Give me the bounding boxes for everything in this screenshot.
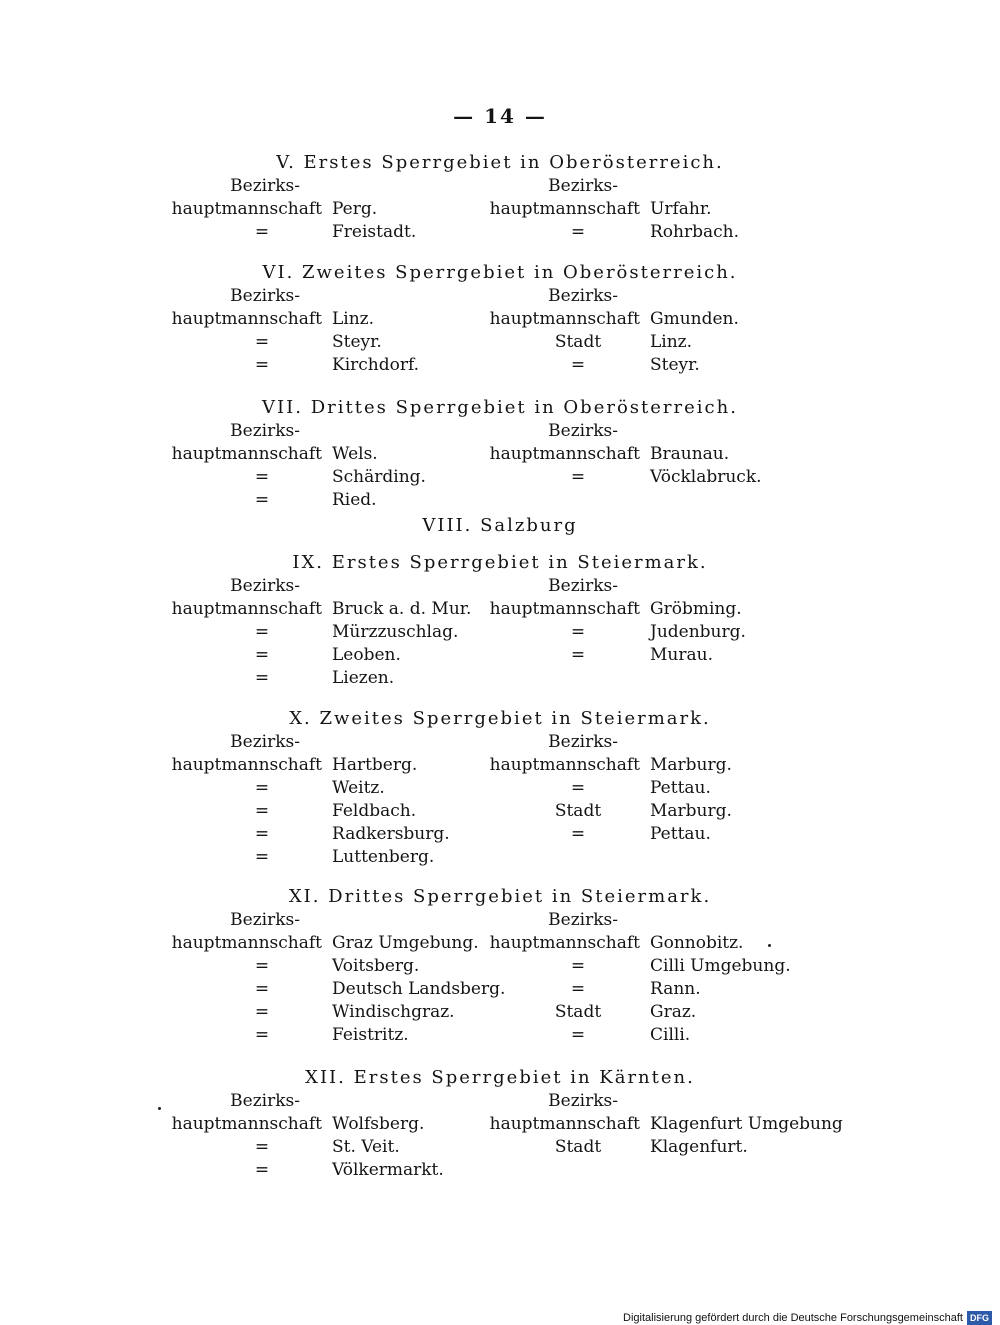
district-name: Steyr. <box>650 355 700 375</box>
ditto-mark: = <box>254 355 270 375</box>
district-name: Graz. <box>650 1002 697 1022</box>
district-name: Linz. <box>332 309 375 329</box>
stadt-label: Stadt <box>554 1137 602 1157</box>
ditto-mark: = <box>570 1025 586 1045</box>
ditto-mark: = <box>254 645 270 665</box>
district-name: Rann. <box>650 979 701 999</box>
hauptmannschaft-label: hauptmannschaft <box>489 599 640 619</box>
district-name: Radkersburg. <box>332 824 450 844</box>
district-name: Steyr. <box>332 332 382 352</box>
district-name: Luttenberg. <box>332 847 435 867</box>
district-name: Feldbach. <box>332 801 417 821</box>
district-name: Graz Umgebung. <box>332 933 479 953</box>
section-title: VIII. Salzburg <box>422 515 578 536</box>
district-name: Klagenfurt. <box>650 1137 748 1157</box>
dust-speck <box>768 944 771 947</box>
district-name: Linz. <box>650 332 693 352</box>
bezirks-label: Bezirks- <box>230 910 300 930</box>
bezirks-label: Bezirks- <box>548 176 618 196</box>
district-name: Windischgraz. <box>332 1002 455 1022</box>
section-title: VII. Drittes Sperrgebiet in Oberösterreich. <box>262 397 738 418</box>
district-name: Freistadt. <box>332 222 417 242</box>
ditto-mark: = <box>570 956 586 976</box>
hauptmannschaft-label: hauptmannschaft <box>171 1114 322 1134</box>
district-name: Schärding. <box>332 467 426 487</box>
dfg-logo: DFG <box>967 1311 992 1325</box>
ditto-mark: = <box>254 956 270 976</box>
bezirks-label: Bezirks- <box>548 286 618 306</box>
section-title: V. Erstes Sperrgebiet in Oberösterreich. <box>276 152 724 173</box>
district-name: Weitz. <box>332 778 385 798</box>
ditto-mark: = <box>254 622 270 642</box>
ditto-mark: = <box>254 490 270 510</box>
bezirks-label: Bezirks- <box>230 286 300 306</box>
ditto-mark: = <box>570 622 586 642</box>
hauptmannschaft-label: hauptmannschaft <box>171 933 322 953</box>
section-title: XII. Erstes Sperrgebiet in Kärnten. <box>305 1067 695 1088</box>
hauptmannschaft-label: hauptmannschaft <box>489 199 640 219</box>
district-name: Deutsch Landsberg. <box>332 979 506 999</box>
bezirks-label: Bezirks- <box>548 421 618 441</box>
district-name: Mürzzuschlag. <box>332 622 459 642</box>
district-name: Klagenfurt Umgebung <box>650 1114 843 1134</box>
district-name: St. Veit. <box>332 1137 400 1157</box>
stadt-label: Stadt <box>554 1002 602 1022</box>
dust-speck <box>158 1107 161 1110</box>
bezirks-label: Bezirks- <box>230 421 300 441</box>
district-name: Leoben. <box>332 645 401 665</box>
district-name: Bruck a. d. Mur. <box>332 599 472 619</box>
stadt-label: Stadt <box>554 332 602 352</box>
footer <box>623 1311 992 1325</box>
hauptmannschaft-label: hauptmannschaft <box>171 199 322 219</box>
ditto-mark: = <box>570 222 586 242</box>
district-name: Cilli. <box>650 1025 691 1045</box>
bezirks-label: Bezirks- <box>230 1091 300 1111</box>
district-name: Marburg. <box>650 801 732 821</box>
hauptmannschaft-label: hauptmannschaft <box>489 444 640 464</box>
hauptmannschaft-label: hauptmannschaft <box>171 755 322 775</box>
district-name: Urfahr. <box>650 199 712 219</box>
district-name: Völkermarkt. <box>332 1160 444 1180</box>
bezirks-label: Bezirks- <box>548 576 618 596</box>
district-name: Marburg. <box>650 755 732 775</box>
ditto-mark: = <box>570 467 586 487</box>
ditto-mark: = <box>254 332 270 352</box>
district-name: Liezen. <box>332 668 395 688</box>
bezirks-label: Bezirks- <box>548 910 618 930</box>
ditto-mark: = <box>254 801 270 821</box>
bezirks-label: Bezirks- <box>548 732 618 752</box>
page-number: — 14 — <box>453 104 547 128</box>
district-name: Gmunden. <box>650 309 739 329</box>
ditto-mark: = <box>254 467 270 487</box>
ditto-mark: = <box>254 847 270 867</box>
section-title: IX. Erstes Sperrgebiet in Steiermark. <box>292 552 708 573</box>
bezirks-label: Bezirks- <box>230 576 300 596</box>
ditto-mark: = <box>254 1025 270 1045</box>
ditto-mark: = <box>254 1160 270 1180</box>
ditto-mark: = <box>570 824 586 844</box>
district-name: Pettau. <box>650 778 711 798</box>
section-title: X. Zweites Sperrgebiet in Steiermark. <box>289 708 711 729</box>
ditto-mark: = <box>570 645 586 665</box>
district-name: Kirchdorf. <box>332 355 420 375</box>
district-name: Perg. <box>332 199 378 219</box>
hauptmannschaft-label: hauptmannschaft <box>171 309 322 329</box>
district-name: Feistritz. <box>332 1025 409 1045</box>
stadt-label: Stadt <box>554 801 602 821</box>
district-name: Murau. <box>650 645 713 665</box>
bezirks-label: Bezirks- <box>230 732 300 752</box>
district-name: Pettau. <box>650 824 711 844</box>
ditto-mark: = <box>254 979 270 999</box>
ditto-mark: = <box>570 355 586 375</box>
bezirks-label: Bezirks- <box>548 1091 618 1111</box>
district-name: Cilli Umgebung. <box>650 956 791 976</box>
ditto-mark: = <box>254 824 270 844</box>
ditto-mark: = <box>254 1002 270 1022</box>
ditto-mark: = <box>570 979 586 999</box>
ditto-mark: = <box>570 778 586 798</box>
hauptmannschaft-label: hauptmannschaft <box>489 309 640 329</box>
district-name: Vöcklabruck. <box>650 467 762 487</box>
district-name: Wels. <box>332 444 378 464</box>
district-name: Voitsberg. <box>332 956 420 976</box>
ditto-mark: = <box>254 778 270 798</box>
district-name: Wolfsberg. <box>332 1114 425 1134</box>
district-name: Ried. <box>332 490 377 510</box>
district-name: Braunau. <box>650 444 730 464</box>
bezirks-label: Bezirks- <box>230 176 300 196</box>
section-title: XI. Drittes Sperrgebiet in Steiermark. <box>288 886 712 907</box>
ditto-mark: = <box>254 1137 270 1157</box>
district-name: Judenburg. <box>650 622 746 642</box>
ditto-mark: = <box>254 668 270 688</box>
section-title: VI. Zweites Sperrgebiet in Oberösterreich. <box>262 262 738 283</box>
district-name: Gröbming. <box>650 599 742 619</box>
district-name: Hartberg. <box>332 755 418 775</box>
hauptmannschaft-label: hauptmannschaft <box>489 755 640 775</box>
hauptmannschaft-label: hauptmannschaft <box>171 444 322 464</box>
district-name: Rohrbach. <box>650 222 740 242</box>
district-name: Gonnobitz. <box>650 933 744 953</box>
hauptmannschaft-label: hauptmannschaft <box>489 1114 640 1134</box>
hauptmannschaft-label: hauptmannschaft <box>171 599 322 619</box>
hauptmannschaft-label: hauptmannschaft <box>489 933 640 953</box>
ditto-mark: = <box>254 222 270 242</box>
footer-text: Digitalisierung gefördert durch die Deutsche Forschungsgemeinschaft <box>623 1312 963 1324</box>
